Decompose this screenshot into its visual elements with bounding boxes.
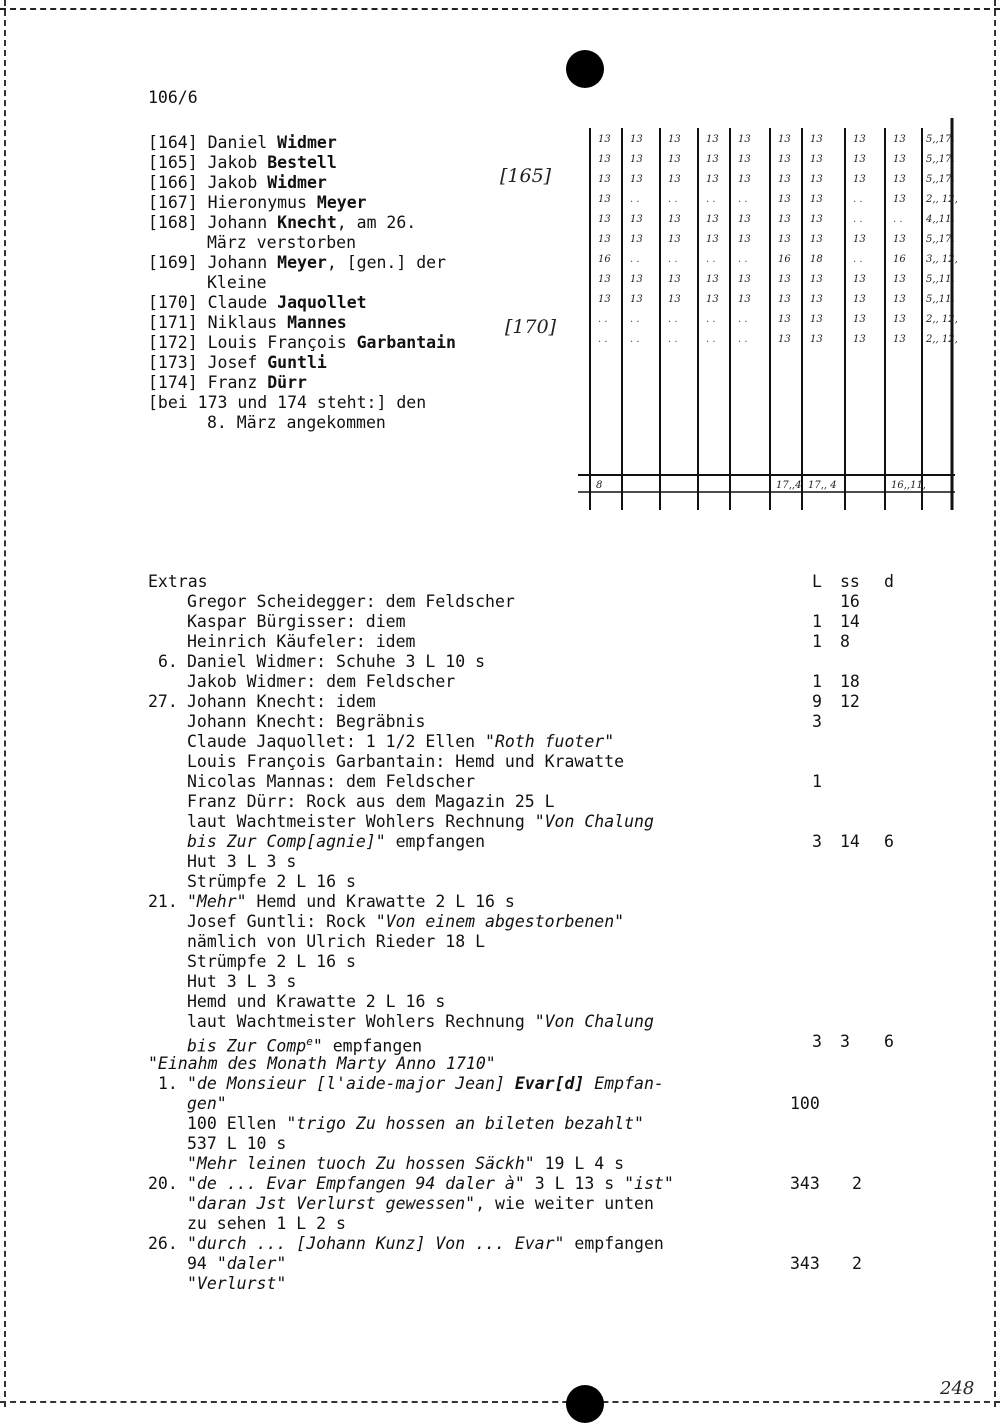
margin-mark-170: [170] bbox=[505, 316, 557, 338]
extras-entry bbox=[187, 832, 485, 852]
einnahm-entry bbox=[187, 1254, 286, 1274]
extras-entry bbox=[187, 1032, 422, 1057]
roster-entry bbox=[148, 313, 347, 333]
einnahm-entry bbox=[187, 1114, 644, 1134]
entry-text: "de Monsieur [l'aide-major Jean] bbox=[187, 1074, 515, 1093]
ledger-cell: 5,,17, bbox=[926, 154, 955, 165]
entry-text: , wie weiter unten bbox=[475, 1194, 654, 1213]
roster-entry-continuation: März verstorben bbox=[207, 233, 357, 252]
amount-sols: 3 bbox=[840, 1032, 850, 1051]
ledger-cell: 13 bbox=[893, 194, 906, 205]
roster-number: [173] bbox=[148, 353, 208, 372]
roster-last-name: Meyer bbox=[277, 253, 327, 272]
entry-text: Hut 3 L 3 s bbox=[187, 972, 297, 991]
amount-sols: 16 bbox=[840, 592, 860, 611]
roster-last-name: Meyer bbox=[316, 193, 367, 212]
extras-title: Extras bbox=[148, 572, 208, 591]
roster-entry bbox=[148, 213, 416, 233]
ledger-cell: 13 bbox=[598, 274, 611, 285]
ledger-cell: 2,, 12, bbox=[926, 334, 958, 345]
roster-last-name: Widmer bbox=[267, 173, 327, 192]
einnahm-entry bbox=[187, 1194, 654, 1214]
ledger-dots: . . bbox=[668, 194, 678, 205]
roster-first-name: Josef bbox=[207, 353, 268, 372]
ledger-cell: 18 bbox=[810, 254, 823, 265]
entry-text: Kaspar Bürgisser: diem bbox=[187, 612, 406, 631]
roster-last-name: Widmer bbox=[277, 133, 337, 152]
ledger-cell: 13 bbox=[706, 134, 719, 145]
ledger-cell: 13 bbox=[598, 214, 611, 225]
entry-text: " empfangen bbox=[312, 1036, 423, 1056]
entry-text: "de ... Evar Empfangen 94 daler à" bbox=[187, 1174, 525, 1193]
ledger-cell: 13 bbox=[738, 294, 751, 305]
ledger-total: 8 bbox=[596, 480, 603, 491]
ledger-cell: 2,, 12, bbox=[926, 194, 958, 205]
ledger-cell: 13 bbox=[706, 174, 719, 185]
entry-text: Gregor Scheidegger: dem Feldscher bbox=[187, 592, 515, 611]
ledger-cell: 5,,11, bbox=[926, 274, 955, 285]
ledger-cell: 13 bbox=[668, 154, 681, 165]
roster-number: [171] bbox=[148, 313, 208, 332]
ledger-cell: 13 bbox=[778, 134, 791, 145]
einnahm-entry bbox=[187, 1174, 674, 1194]
entry-text: 94 bbox=[187, 1254, 217, 1273]
ledger-cell: 3,, 12, bbox=[926, 254, 958, 265]
ledger-dots: . . bbox=[706, 254, 716, 265]
ledger-cell: 13 bbox=[778, 234, 791, 245]
ledger-cell: 13 bbox=[630, 174, 643, 185]
entry-text: Daniel Widmer: Schuhe 3 L 10 s bbox=[187, 652, 486, 671]
roster-number: [165] bbox=[148, 153, 208, 172]
amount-livres: 1 bbox=[812, 612, 822, 631]
ledger-dots: . . bbox=[853, 194, 863, 205]
scan-border-bottom bbox=[0, 1401, 1000, 1407]
einnahm-entry bbox=[187, 1134, 286, 1154]
ledger-dots: . . bbox=[668, 314, 678, 325]
entry-day-number: 26. bbox=[148, 1234, 178, 1253]
entry-text: empfangen bbox=[564, 1234, 664, 1253]
roster-entry bbox=[148, 373, 307, 393]
ledger-cell: 13 bbox=[853, 294, 866, 305]
column-header-d: d bbox=[884, 572, 894, 591]
roster-first-name: Johann bbox=[207, 253, 278, 272]
ledger-dots: . . bbox=[706, 314, 716, 325]
entry-text: Strümpfe 2 L 16 s bbox=[187, 872, 356, 891]
entry-text: Nicolas Mannas: dem Feldscher bbox=[187, 772, 476, 791]
entry-text: Claude Jaquollet: 1 1/2 Ellen bbox=[187, 732, 486, 751]
entry-text: "Mehr leinen tuoch Zu hossen Säckh" bbox=[187, 1154, 535, 1173]
entry-text: empfangen bbox=[385, 832, 486, 851]
ledger-cell: 13 bbox=[630, 154, 643, 165]
roster-entry bbox=[148, 153, 337, 173]
ledger-cell: 5,,17, bbox=[926, 134, 955, 145]
margin-mark-165: [165] bbox=[500, 165, 552, 187]
ledger-cell: 13 bbox=[630, 274, 643, 285]
roster-first-name: Louis François bbox=[207, 333, 357, 352]
roster-footnote: 8. März angekommen bbox=[207, 413, 386, 432]
ledger-cell: 13 bbox=[810, 314, 823, 325]
ledger-cell: 13 bbox=[598, 294, 611, 305]
entry-text: 537 L 10 s bbox=[187, 1134, 287, 1153]
ledger-dots: . . bbox=[630, 254, 640, 265]
ledger-cell: 13 bbox=[598, 154, 611, 165]
entry-text: "ist" bbox=[624, 1174, 674, 1193]
ledger-cell: 13 bbox=[706, 294, 719, 305]
ledger-cell: 13 bbox=[810, 134, 823, 145]
ledger-cell: 13 bbox=[738, 174, 751, 185]
extras-entry bbox=[187, 692, 376, 712]
entry-text: Johann Knecht: idem bbox=[187, 692, 376, 711]
roster-number: [170] bbox=[148, 293, 208, 312]
ledger-cell: 13 bbox=[810, 194, 823, 205]
ledger-cell: 13 bbox=[706, 154, 719, 165]
ledger-cell: 13 bbox=[778, 274, 791, 285]
ledger-cell: 13 bbox=[853, 174, 866, 185]
ledger-cell: 13 bbox=[738, 274, 751, 285]
amount-livres: 1 bbox=[812, 672, 822, 691]
ledger-cell: 13 bbox=[630, 214, 643, 225]
roster-note: , am 26. bbox=[336, 213, 417, 232]
extras-entry bbox=[187, 752, 624, 772]
extras-entry bbox=[187, 872, 356, 892]
ledger-cell: 13 bbox=[668, 134, 681, 145]
roster-first-name: Jakob bbox=[207, 173, 268, 192]
ledger-dots: . . bbox=[598, 334, 608, 345]
entry-day-number: 1. bbox=[158, 1074, 178, 1093]
ledger-cell: 16 bbox=[893, 254, 906, 265]
ledger-cell: 13 bbox=[893, 274, 906, 285]
ledger-cell: 13 bbox=[598, 134, 611, 145]
ledger-cell: 13 bbox=[598, 234, 611, 245]
extras-entry bbox=[187, 652, 485, 672]
entry-text: Hemd und Krawatte 2 L 16 s bbox=[187, 992, 446, 1011]
roster-number: [172] bbox=[148, 333, 208, 352]
amount-deniers: 6 bbox=[884, 832, 894, 851]
ledger-cell: 4,,11, bbox=[926, 214, 955, 225]
entry-text: "trigo Zu hossen an bileten bezahlt" bbox=[286, 1114, 644, 1133]
amount-livres: 3 bbox=[812, 832, 822, 851]
extras-entry bbox=[187, 892, 515, 912]
extras-entry bbox=[187, 772, 475, 792]
entry-text: "Verlurst" bbox=[187, 1274, 287, 1293]
ledger-dots: . . bbox=[853, 254, 863, 265]
entry-day-number: 20. bbox=[148, 1174, 178, 1193]
entry-text: Louis François Garbantain: Hemd und Krawatte bbox=[187, 752, 625, 771]
ledger-cell: 13 bbox=[853, 334, 866, 345]
extras-entry bbox=[187, 992, 445, 1012]
ledger-dots: . . bbox=[630, 194, 640, 205]
roster-number: [168] bbox=[148, 213, 208, 232]
roster-entry-continuation: Kleine bbox=[207, 273, 267, 292]
ledger-dots: . . bbox=[853, 214, 863, 225]
amount-livres: 100 bbox=[790, 1094, 820, 1113]
roster-entry bbox=[148, 333, 456, 353]
ledger-cell: 13 bbox=[893, 314, 906, 325]
ledger-cell: 13 bbox=[778, 334, 791, 345]
roster-last-name: Bestell bbox=[267, 153, 337, 172]
einnahm-entry bbox=[187, 1094, 227, 1114]
ledger-cell: 5,,17, bbox=[926, 234, 955, 245]
entry-text: Heinrich Käufeler: idem bbox=[187, 632, 416, 651]
amount-livres: 1 bbox=[812, 772, 822, 791]
amount-livres: 343 bbox=[790, 1254, 820, 1273]
ledger-cell: 13 bbox=[810, 154, 823, 165]
column-header-ss: ss bbox=[840, 572, 860, 591]
entry-superscript: e bbox=[306, 1035, 313, 1048]
roster-note: , [gen.] der bbox=[326, 253, 447, 272]
entry-quote: "Mehr" bbox=[187, 892, 247, 911]
ledger-cell: 13 bbox=[738, 154, 751, 165]
extras-entry bbox=[187, 712, 425, 732]
entry-text: Evar[d] bbox=[514, 1074, 585, 1093]
roster-number: [169] bbox=[148, 253, 208, 272]
ledger-cell: 13 bbox=[810, 214, 823, 225]
ledger-total: 17,,4 bbox=[776, 480, 802, 491]
ledger-cell: 13 bbox=[706, 274, 719, 285]
ledger-dots: . . bbox=[598, 314, 608, 325]
ledger-cell: 13 bbox=[778, 294, 791, 305]
ledger-cell: 16 bbox=[598, 254, 611, 265]
roster-entry bbox=[148, 133, 337, 153]
ledger-cell: 13 bbox=[738, 214, 751, 225]
entry-text: "durch ... [Johann Kunz] Von ... Evar" bbox=[187, 1234, 565, 1253]
ledger-cell: 13 bbox=[668, 274, 681, 285]
ledger-dots: . . bbox=[706, 194, 716, 205]
roster-first-name: Jakob bbox=[207, 153, 268, 172]
extras-entry bbox=[187, 812, 654, 832]
roster-last-name: Mannes bbox=[287, 313, 347, 332]
ledger-cell: 13 bbox=[778, 154, 791, 165]
roster-number: [164] bbox=[148, 133, 208, 152]
extras-entry bbox=[187, 852, 296, 872]
ledger-cell: 13 bbox=[778, 194, 791, 205]
entry-day-number: 21. bbox=[148, 892, 178, 911]
roster-number: [174] bbox=[148, 373, 208, 392]
entry-day-number: 27. bbox=[148, 692, 178, 711]
extras-entry bbox=[187, 632, 415, 652]
ledger-cell: 13 bbox=[810, 334, 823, 345]
extras-entry bbox=[187, 932, 485, 952]
ledger-cell: 13 bbox=[630, 134, 643, 145]
amount-livres: 3 bbox=[812, 712, 822, 731]
ledger-cell: 13 bbox=[810, 174, 823, 185]
roster-entry bbox=[148, 293, 367, 313]
ledger-cell: 13 bbox=[778, 314, 791, 325]
roster-first-name: Daniel bbox=[207, 133, 278, 152]
ledger-cell: 13 bbox=[598, 174, 611, 185]
entry-text: Hemd und Krawatte 2 L 16 s bbox=[246, 892, 515, 911]
einnahm-entry bbox=[187, 1154, 624, 1174]
extras-entry bbox=[187, 732, 614, 752]
ledger-cell: 13 bbox=[738, 134, 751, 145]
ledger-cell: 2,, 12, bbox=[926, 314, 958, 325]
ledger-dots: . . bbox=[738, 194, 748, 205]
roster-last-name: Garbantain bbox=[356, 333, 456, 352]
ledger-dots: . . bbox=[668, 334, 678, 345]
ledger-cell: 13 bbox=[853, 234, 866, 245]
entry-text: 19 L 4 s bbox=[534, 1154, 625, 1173]
roster-first-name: Claude bbox=[207, 293, 278, 312]
scan-border-right bbox=[994, 0, 1000, 1407]
ledger-cell: 13 bbox=[668, 174, 681, 185]
ledger-dots: . . bbox=[630, 314, 640, 325]
handwritten-ledger-image bbox=[570, 110, 960, 520]
extras-entry bbox=[187, 792, 555, 812]
ledger-dots: . . bbox=[668, 254, 678, 265]
roster-last-name: Dürr bbox=[267, 373, 307, 392]
roster-entry bbox=[148, 253, 446, 273]
entry-text: Strümpfe 2 L 16 s bbox=[187, 952, 356, 971]
ledger-cell: 13 bbox=[668, 214, 681, 225]
ledger-cell: 13 bbox=[893, 134, 906, 145]
scan-border-top bbox=[0, 0, 1000, 10]
entry-text: "daler" bbox=[216, 1254, 287, 1273]
entry-text: Jakob Widmer: dem Feldscher bbox=[187, 672, 456, 691]
einnahm-entry bbox=[187, 1214, 346, 1234]
einnahm-entry bbox=[187, 1234, 664, 1254]
ledger-dots: . . bbox=[738, 314, 748, 325]
einnahm-title: "Einahm des Monath Marty Anno 1710" bbox=[148, 1054, 496, 1073]
roster-footnote: [bei 173 und 174 steht:] den bbox=[148, 393, 427, 412]
ledger-cell: 13 bbox=[630, 294, 643, 305]
amount-sols: 18 bbox=[840, 672, 860, 691]
roster-last-name: Knecht bbox=[277, 213, 337, 232]
ledger-cell: 13 bbox=[706, 214, 719, 225]
ledger-cell: 13 bbox=[810, 294, 823, 305]
ledger-dots: . . bbox=[893, 214, 903, 225]
entry-text: zu sehen 1 L 2 s bbox=[187, 1214, 346, 1233]
ledger-cell: 13 bbox=[853, 314, 866, 325]
amount-deniers: 6 bbox=[884, 1032, 894, 1051]
ledger-dots: . . bbox=[630, 334, 640, 345]
entry-text: Franz Dürr: Rock aus dem Magazin 25 L bbox=[187, 792, 555, 811]
entry-text: gen" bbox=[187, 1094, 227, 1113]
entry-quote: bis Zur Comp bbox=[187, 1036, 307, 1056]
ledger-cell: 13 bbox=[893, 334, 906, 345]
entry-text: laut Wachtmeister Wohlers Rechnung bbox=[187, 1012, 535, 1031]
ledger-cell: 13 bbox=[706, 234, 719, 245]
ledger-dots: . . bbox=[738, 334, 748, 345]
roster-entry bbox=[148, 353, 327, 373]
extras-entry bbox=[187, 952, 356, 972]
ledger-cell: 13 bbox=[810, 234, 823, 245]
einnahm-entry bbox=[187, 1274, 286, 1294]
ledger-dots: . . bbox=[706, 334, 716, 345]
amount-sols: 14 bbox=[840, 612, 860, 631]
entry-text: "daran Jst Verlurst gewessen" bbox=[187, 1194, 476, 1213]
amount-livres: 1 bbox=[812, 632, 822, 651]
amount-livres: 343 bbox=[790, 1174, 820, 1193]
ledger-total: 16,,11, bbox=[891, 480, 926, 491]
entry-text: 100 Ellen bbox=[187, 1114, 287, 1133]
roster-first-name: Franz bbox=[207, 373, 268, 392]
scan-border-left bbox=[0, 0, 6, 1407]
column-header-L: L bbox=[812, 572, 822, 591]
ledger-cell: 13 bbox=[893, 174, 906, 185]
entry-day-number: 6. bbox=[158, 652, 178, 671]
extras-entry bbox=[187, 612, 406, 632]
ledger-cell: 13 bbox=[893, 234, 906, 245]
ledger-cell: 13 bbox=[853, 154, 866, 165]
entry-quote: "Von Chalung bbox=[534, 812, 654, 831]
ledger-cell: 16 bbox=[778, 254, 791, 265]
amount-livres: 3 bbox=[812, 1032, 822, 1051]
amount-livres: 9 bbox=[812, 692, 822, 711]
ledger-cell: 13 bbox=[598, 194, 611, 205]
entry-quote: "Von einem abgestorbenen" bbox=[375, 912, 625, 931]
entry-text: Hut 3 L 3 s bbox=[187, 852, 297, 871]
ledger-total: 17,, 4 bbox=[808, 480, 837, 491]
roster-first-name: Niklaus bbox=[207, 313, 288, 332]
entry-text: laut Wachtmeister Wohlers Rechnung bbox=[187, 812, 535, 831]
punch-hole-top bbox=[566, 50, 604, 88]
ledger-cell: 13 bbox=[630, 234, 643, 245]
ledger-cell: 13 bbox=[853, 274, 866, 285]
ledger-cell: 13 bbox=[778, 174, 791, 185]
punch-hole-bottom bbox=[566, 1385, 604, 1423]
entry-text: nämlich von Ulrich Rieder 18 L bbox=[187, 932, 486, 951]
ledger-dots: . . bbox=[738, 254, 748, 265]
entry-quote: bis Zur Comp[agnie]" bbox=[187, 832, 386, 851]
roster-last-name: Jaquollet bbox=[277, 293, 367, 312]
roster-entry bbox=[148, 173, 327, 193]
entry-text: 3 L 13 s bbox=[524, 1174, 625, 1193]
extras-entry bbox=[187, 672, 455, 692]
entry-quote: "Von Chalung bbox=[534, 1012, 654, 1031]
amount-sols: 8 bbox=[840, 632, 850, 651]
ledger-cell: 5,,17, bbox=[926, 174, 955, 185]
ledger-cell: 13 bbox=[853, 134, 866, 145]
ledger-cell: 13 bbox=[738, 234, 751, 245]
roster-entry bbox=[148, 193, 367, 213]
ledger-cell: 13 bbox=[810, 274, 823, 285]
page-reference: 106/6 bbox=[148, 88, 198, 107]
roster-number: [166] bbox=[148, 173, 208, 192]
extras-entry bbox=[187, 972, 296, 992]
ledger-cell: 13 bbox=[778, 214, 791, 225]
extras-entry bbox=[187, 592, 515, 612]
entry-text: Johann Knecht: Begräbnis bbox=[187, 712, 426, 731]
ledger-cell: 13 bbox=[893, 294, 906, 305]
amount-sols: 2 bbox=[852, 1174, 862, 1193]
ledger-cell: 13 bbox=[668, 234, 681, 245]
entry-text: Empfan- bbox=[584, 1074, 664, 1093]
einnahm-entry bbox=[187, 1074, 664, 1094]
extras-entry bbox=[187, 912, 624, 932]
amount-sols: 2 bbox=[852, 1254, 862, 1273]
entry-quote: "Roth fuoter" bbox=[485, 732, 615, 751]
page-number: 248 bbox=[940, 1378, 975, 1399]
ledger-cell: 13 bbox=[893, 154, 906, 165]
ledger-cell: 5,,11, bbox=[926, 294, 955, 305]
ledger-cell: 13 bbox=[668, 294, 681, 305]
roster-first-name: Hieronymus bbox=[207, 193, 317, 212]
amount-sols: 12 bbox=[840, 692, 860, 711]
roster-last-name: Guntli bbox=[267, 353, 327, 372]
entry-text: Josef Guntli: Rock bbox=[187, 912, 376, 931]
roster-number: [167] bbox=[148, 193, 208, 212]
amount-sols: 14 bbox=[840, 832, 860, 851]
roster-first-name: Johann bbox=[207, 213, 278, 232]
extras-entry bbox=[187, 1012, 654, 1032]
